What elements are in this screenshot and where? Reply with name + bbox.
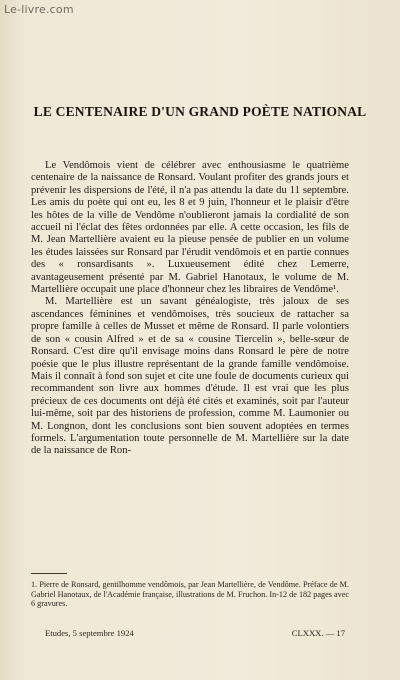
watermark: Le-livre.com bbox=[4, 3, 74, 16]
footnote-separator bbox=[31, 573, 67, 574]
footnote: 1. Pierre de Ronsard, gentilhomme vendômois, par Jean Martellière, de Vendôme. Préface de M. Gabriel Hanotaux, de l'Académie française, illustrations de M. Fruchon. In-12 de 182 pages avec 6 gravures. bbox=[31, 580, 349, 609]
article-title: LE CENTENAIRE D'UN GRAND POÈTE NATIONAL bbox=[33, 104, 367, 119]
footer-page-number: CLXXX. — 17 bbox=[291, 628, 345, 638]
paragraph-2: M. Martellière est un savant généalogiste, très jaloux de ses ascendances féminines et vendômoises, très soucieux de rattacher sa propre famille à celles de Musset et même de Ronsard. Il parle volontiers de son « cousin Alfred » et de sa « cousine Tiercelin », belle-sœur de Ronsard. C'est dire qu'il envisage moins dans Ronsard le père de notre poésie que le plus illustre représentant de la grande famille vendômoise. Mais il connaît à fond son sujet et cite une foule de documents curieux qui recommandent son livre aux hommes d'étude. Il est vrai que les plus précieux de ces documents ont déjà été cités et examinés, soit par l'auteur lui-même, soit par des historiens de profession, comme M. Laumonier ou M. Longnon, dont les conclusions sont bien souvent adoptées en termes formels. L'argumentation toute personnelle de M. Martellière sur la date de la naissance de Ron- bbox=[31, 296, 349, 457]
paragraph-1: Le Vendômois vient de célébrer avec enthousiasme le quatrième centenaire de la naissance de Ronsard. Voulant profiter des grands jours et prévenir les dispersions de l'été, il n'a pas attendu la date du 11 septembre. Les amis du poète qui ont eu, les 8 et 9 juin, l'honneur et le plaisir d'être les hôtes de la ville de Vendôme n'oublieront jamais la cordialité de son accueil ni l'éclat des fêtes ordonnées par elle. A cette occasion, les fils de M. Jean Martellière avaient eu la pieuse pensée de publier en un volume les études laissées sur Ronsard par l'érudit vendômois et en partie connues des « ronsardisants ». Luxueusement édité chez Lemerre, avantageusement présenté par M. Gabriel Hanotaux, le volume de M. Martellière occupait une place d'honneur chez les libraires de Vendôme¹. bbox=[31, 160, 349, 296]
footer-publication: Etudes, 5 septembre 1924 bbox=[45, 628, 134, 638]
article-body bbox=[31, 160, 349, 458]
